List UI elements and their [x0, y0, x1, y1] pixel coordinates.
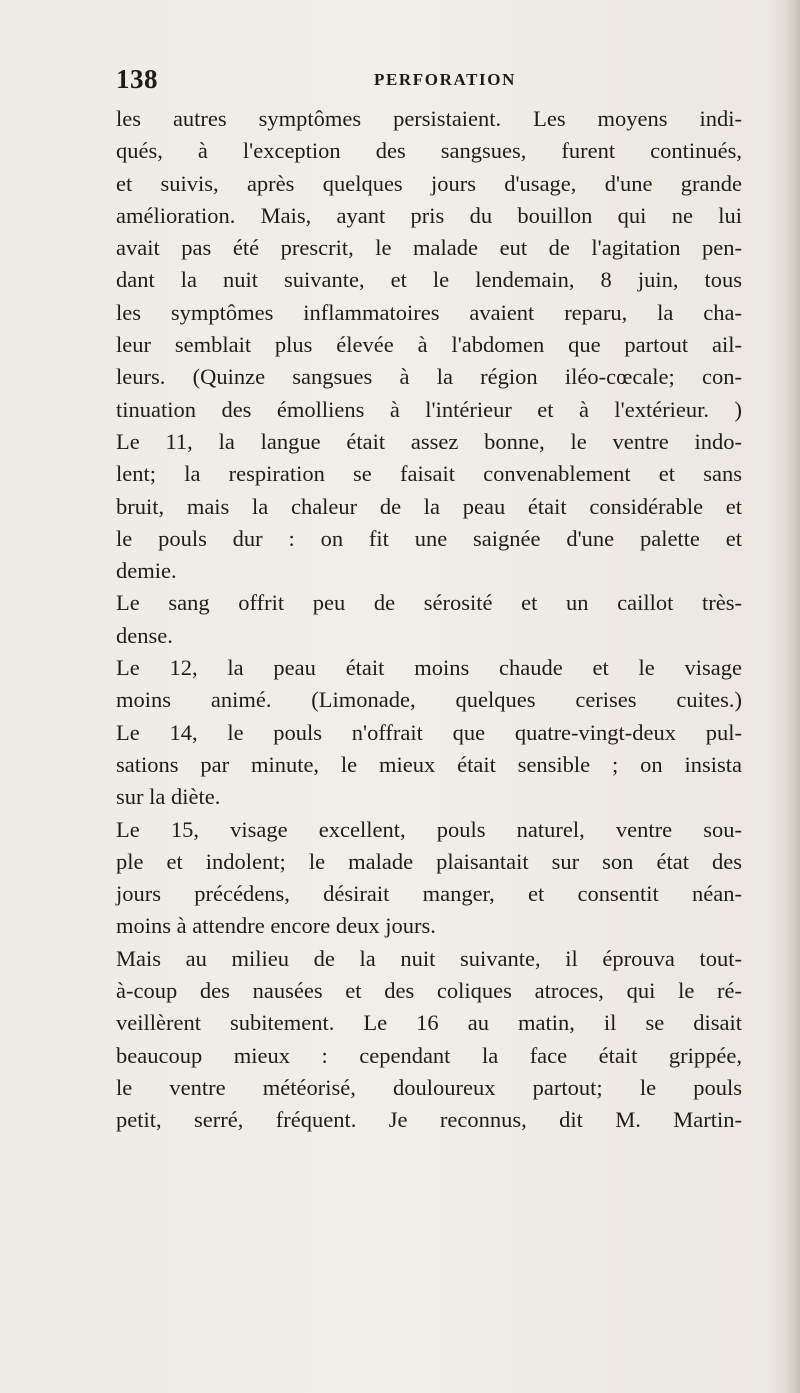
- text-line: qués, à l'exception des sangsues, furent continués,: [116, 138, 742, 164]
- text-line: le pouls dur : on fit une saignée d'une palette et: [116, 525, 742, 551]
- text-line: demie.: [116, 558, 177, 584]
- text-line: les autres symptômes persistaient. Les moyens indi-: [116, 106, 742, 131]
- text-line: amélioration. Mais, ayant pris du bouillon qui ne lui: [116, 202, 742, 228]
- text-line: petit, serré, fréquent. Je reconnus, dit M. Martin-: [116, 1107, 742, 1133]
- text-line: sations par minute, le mieux était sensible ; on insista: [116, 751, 742, 777]
- running-head: PERFORATION: [374, 70, 516, 89]
- text-line: et suivis, après quelques jours d'usage, d'une grande: [116, 170, 742, 196]
- text-line: moins à attendre encore deux jours.: [116, 913, 436, 939]
- text-line: Le 14, le pouls n'offrait que quatre-vingt-deux pul-: [116, 719, 742, 745]
- page-header: [116, 64, 744, 96]
- text-line: le ventre météorisé, douloureux partout; le pouls: [116, 1074, 742, 1100]
- body-text: [116, 103, 742, 1137]
- text-line: bruit, mais la chaleur de la peau était considérable et: [116, 493, 742, 519]
- text-line: les symptômes inflammatoires avaient reparu, la cha-: [116, 299, 742, 325]
- text-line: beaucoup mieux : cependant la face était grippée,: [116, 1042, 742, 1068]
- text-line: Le 11, la langue était assez bonne, le ventre indo-: [116, 428, 742, 454]
- text-line: Le sang offrit peu de sérosité et un caillot très-: [116, 590, 742, 616]
- text-line: dant la nuit suivante, et le lendemain, 8 juin, tous: [116, 267, 742, 293]
- page-edge-shadow: [786, 0, 800, 1393]
- text-line: avait pas été prescrit, le malade eut de l'agitation pen-: [116, 235, 742, 261]
- text-line: leur semblait plus élevée à l'abdomen que partout ail-: [116, 332, 742, 358]
- text-line: ple et indolent; le malade plaisantait sur son état des: [116, 848, 742, 874]
- text-line: jours précédens, désirait manger, et consentit néan-: [116, 881, 742, 907]
- text-line: dense.: [116, 622, 173, 648]
- text-line: tinuation des émolliens à l'intérieur et à l'extérieur. ): [116, 396, 742, 422]
- text-line: lent; la respiration se faisait convenablement et sans: [116, 461, 742, 487]
- text-line: veillèrent subitement. Le 16 au matin, il se disait: [116, 1010, 742, 1036]
- text-line: Le 12, la peau était moins chaude et le visage: [116, 655, 742, 681]
- text-line: Mais au milieu de la nuit suivante, il éprouva tout-: [116, 945, 742, 971]
- text-line: Le 15, visage excellent, pouls naturel, ventre sou-: [116, 816, 742, 842]
- text-line: leurs. (Quinze sangsues à la région iléo-cœcale; con-: [116, 364, 742, 390]
- page-number: 138: [116, 64, 158, 94]
- text-line: moins animé. (Limonade, quelques cerises cuites.): [116, 687, 742, 713]
- text-line: sur la diète.: [116, 784, 221, 810]
- text-line: à-coup des nausées et des coliques atroces, qui le ré-: [116, 978, 742, 1004]
